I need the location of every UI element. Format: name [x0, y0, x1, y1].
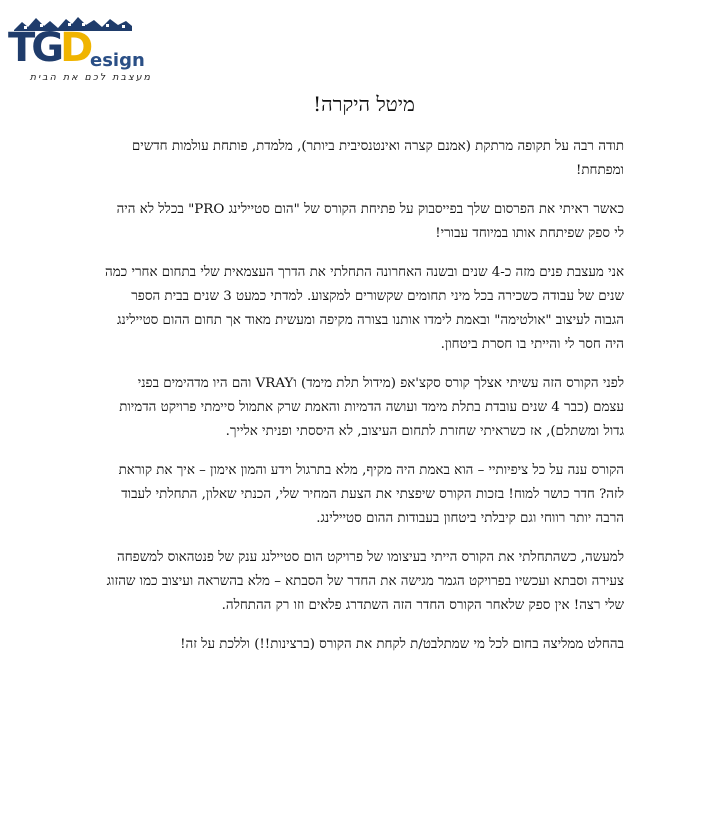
company-logo [8, 14, 158, 82]
paragraph: אני מעצבת פנים מזה כ-4 שנים ובשנה האחרונה התחלתי את הדרך העצמאית שלי בתחום אחרי כמה שנים של עבודה כשכירה בכל מיני תחומים שקשורים למקצוע. למדתי כמעט 3 שנים בבית הספר הגבוה לעיצוב "אולטימה" ובאמת לימדו אותנו בצורה מקיפה ומעשית מאוד אך תחום ההום סטיילינג היה חסר לי והייתי בו חסרת ביטחון. [105, 265, 624, 352]
paragraph: בהחלט ממליצה בחום לכל מי שמתלבט/ת לקחת את הקורס (ברצינות!!) וללכת על זה! [180, 637, 624, 652]
logo-wordmark [8, 25, 90, 71]
letter-title: מיטל היקרה! [313, 92, 415, 116]
paragraph: כאשר ראיתי את הפרסום שלך בפייסבוק על פתיחת הקורס של "הום סטיילינג PRO" בכלל לא היה לי ספק שפיתחת אותו במיוחד עבורי! [116, 202, 624, 241]
paragraph: תודה רבה על תקופה מרתקת (אמנם קצרה ואינטנסיבית ביותר), מלמדת, פותחת עולמות חדשים ומפתחת! [131, 139, 624, 178]
logo-tagline: מעצבת לכם את הבית [29, 72, 152, 83]
logo-esign-text: esign [90, 50, 145, 71]
logo-d-letter: D [60, 25, 90, 71]
paragraph: לפני הקורס הזה עשיתי אצלך קורס סקצ'אפ (מידול תלת מימד) וVRAY והם היו מדהימים בפני עצמם (כבר 4 שנים עובדת בתלת מימד ועושה הדמיות והאמת שרק אתמול סיימתי פרויקט הדמיות גדול ומשתלם), אז כשראיתי שחזרת לתחום העיצוב, לא היססתי ופניתי אלייך. [119, 376, 624, 439]
logo-tg-letters: TG [8, 25, 61, 71]
paragraph: למעשה, כשהתחלתי את הקורס הייתי בעיצומו של פרויקט הום סטיילנג ענק של פנטהאוס למשפחה צעירה וסבתא ועכשיו בפרויקט הגמר מגישה את החדר של הסבתא – מלא בהשראה ועיצוב כמו שהזוג שלי רצה! אין ספק שלאחר הקורס החדר הזה השתדרג פלאים וזו רק ההתחלה. [106, 550, 624, 613]
letter-body [104, 92, 624, 672]
paragraph: הקורס ענה על כל ציפיותיי – הוא באמת היה מקיף, מלא בתרגול וידע והמון אימון – איך את קוראת לזה? חדר כושר למוח! בזכות הקורס שיפצתי את הצעת המחיר שלי, הכנתי שאלון, התחלתי לעבוד הרבה יותר רווחי וגם קיבלתי ביטחון בעבודות ההום סטיילינג. [118, 463, 624, 526]
